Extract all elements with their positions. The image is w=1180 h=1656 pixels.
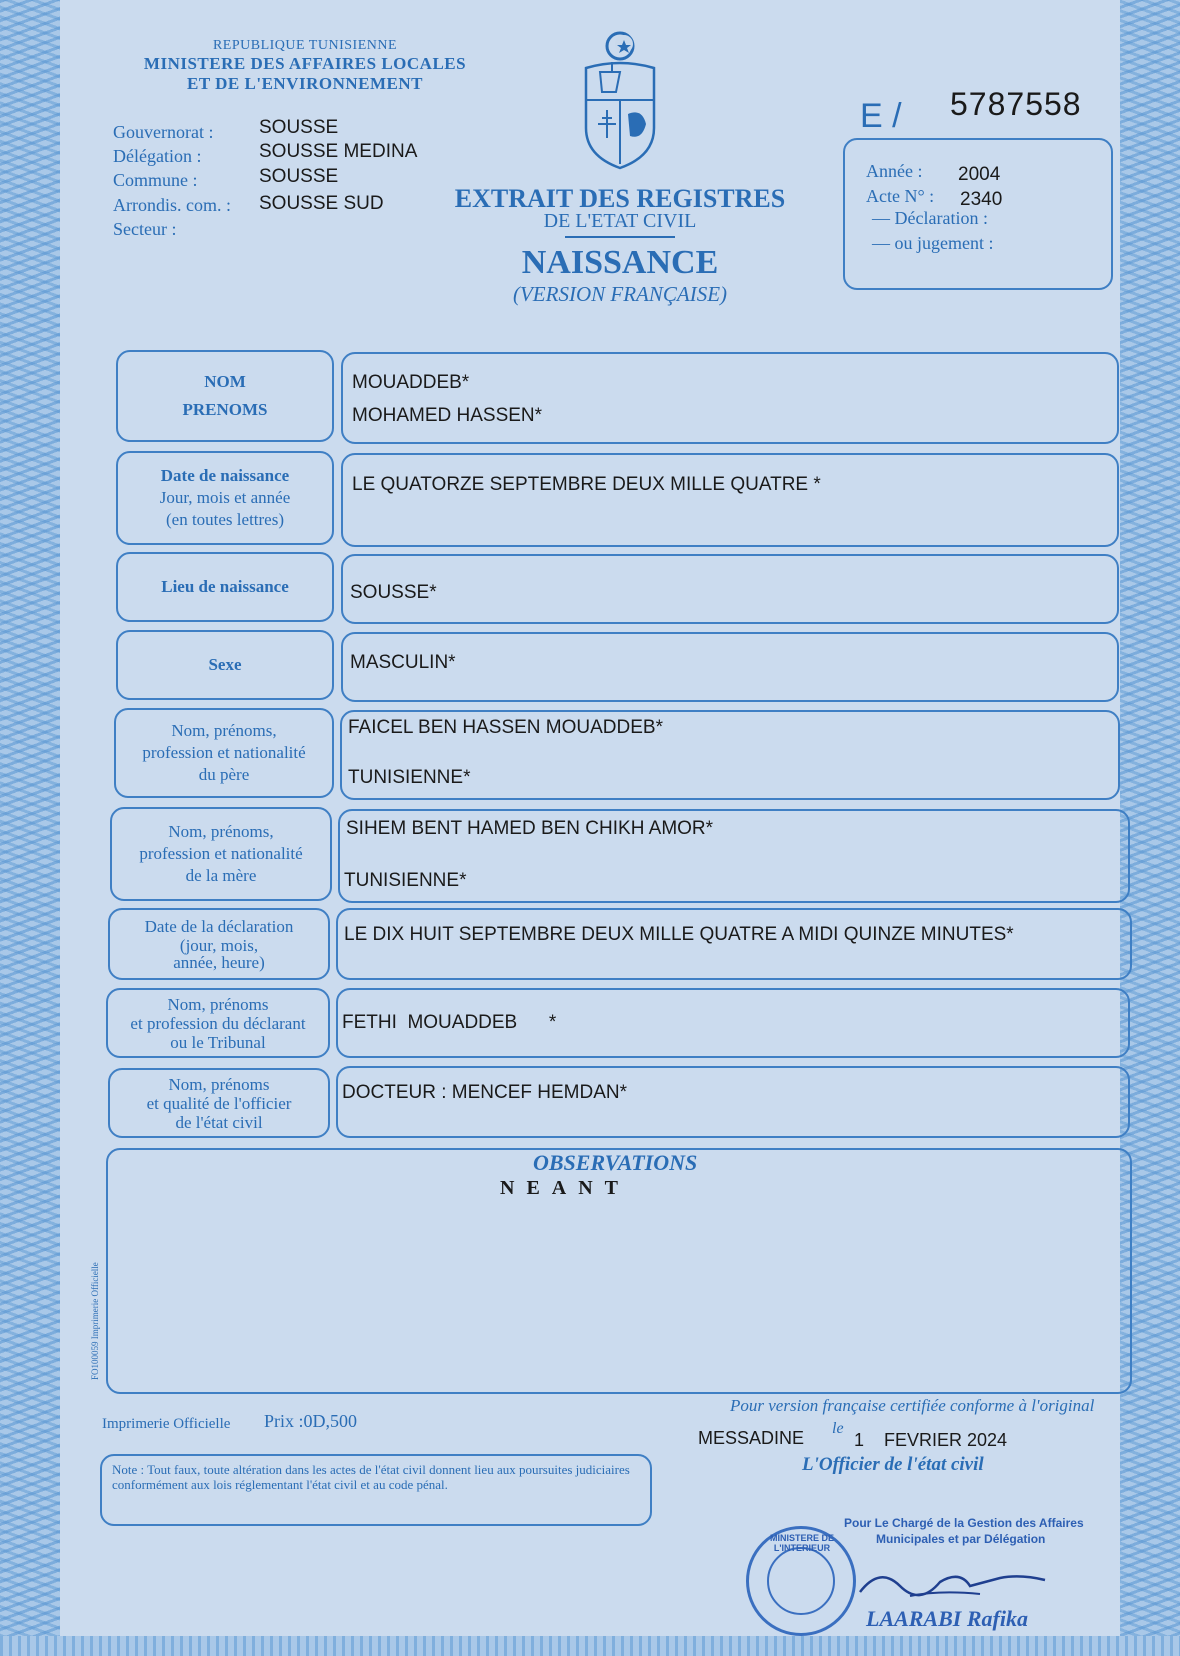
label-line: NOM — [204, 372, 246, 391]
annee-label: Année : — [866, 161, 923, 181]
row-label-sexe — [116, 630, 334, 700]
label-line: profession et nationalité — [139, 844, 303, 863]
commune-value: SOUSSE — [259, 166, 339, 187]
label-line: de l'état civil — [175, 1112, 263, 1132]
mere-nationalite-value: TUNISIENNE* — [344, 870, 467, 891]
officier-value: DOCTEUR : MENCEF HEMDAN* — [342, 1082, 628, 1103]
annee-value: 2004 — [958, 164, 1001, 185]
republic-line: REPUBLIQUE TUNISIENNE — [212, 38, 398, 53]
issue-date: 1 FEVRIER 2024 — [854, 1430, 1008, 1450]
label-line: PRENOMS — [182, 400, 268, 419]
label-line: Date de la déclaration — [144, 917, 294, 936]
label-line: (jour, mois, — [179, 936, 259, 955]
label-line: du père — [198, 765, 250, 784]
jugement-label: — ou jugement : — [872, 233, 994, 253]
commune-label: Commune : — [113, 170, 198, 190]
title-naissance: NAISSANCE — [521, 244, 719, 281]
label-line: Nom, prénoms, — [168, 822, 274, 841]
imprimerie-label: Imprimerie Officielle — [102, 1416, 231, 1432]
serial-prefix: E / — [860, 97, 902, 135]
row-label-lieu-naissance — [116, 552, 334, 622]
declarant-value: FETHI MOUADDEB * — [342, 1012, 557, 1033]
acte-number-value: 2340 — [960, 189, 1003, 210]
label-line: Date de naissance — [160, 466, 290, 485]
sexe-value: MASCULIN* — [350, 652, 456, 673]
label-line: ou le Tribunal — [170, 1032, 266, 1052]
row-value-box-lieu — [341, 554, 1119, 624]
certification-text: Pour version française certifiée conforme à l'original — [730, 1396, 1095, 1415]
arrondis-value: SOUSSE SUD — [259, 193, 384, 214]
row-label-mere — [110, 807, 332, 901]
row-label-pere — [114, 708, 334, 798]
bottom-guilloche-border — [0, 1636, 1180, 1656]
row-value-box-nom — [341, 352, 1119, 444]
delegation-label: Délégation : — [113, 146, 202, 166]
label-line: et qualité de l'officier — [146, 1093, 292, 1113]
title-version: (VERSION FRANÇAISE) — [512, 282, 728, 306]
date-naissance-value: LE QUATORZE SEPTEMBRE DEUX MILLE QUATRE * — [352, 474, 821, 495]
observations-value: NEANT — [500, 1177, 631, 1199]
title-etat-civil: DE L'ETAT CIVIL — [543, 210, 697, 232]
serial-number: 5787558 — [950, 86, 1082, 122]
row-value-box-sexe — [341, 632, 1119, 702]
nom-value: MOUADDEB* — [352, 372, 470, 393]
delegation-value: SOUSSE MEDINA — [259, 141, 418, 162]
label-line: Nom, prénoms, — [171, 721, 277, 740]
arrondis-label: Arrondis. com. : — [113, 195, 231, 215]
label-line: Sexe — [208, 655, 242, 674]
label-line: de la mère — [185, 866, 257, 885]
row-label-nom-prenoms — [116, 350, 334, 442]
handwritten-signature — [850, 1556, 1050, 1606]
document-title — [420, 184, 820, 307]
date-declaration-value: LE DIX HUIT SEPTEMBRE DEUX MILLE QUATRE A MIDI QUINZE MINUTES* — [344, 924, 1014, 945]
prix-label: Prix :0D,500 — [264, 1411, 358, 1431]
ministry-header — [110, 38, 500, 94]
stamp-inner-ring — [767, 1547, 835, 1615]
issue-place: MESSADINE — [698, 1428, 805, 1448]
official-stamp — [746, 1526, 856, 1636]
stamp-ring-text: MINISTERE DE L'INTERIEUR — [769, 1533, 834, 1553]
row-label-date-naissance — [116, 451, 334, 545]
row-label-date-declaration — [108, 908, 330, 980]
officer-title: L'Officier de l'état civil — [802, 1454, 984, 1475]
issue-le: le — [832, 1420, 844, 1437]
label-line: (en toutes lettres) — [165, 510, 284, 529]
gouvernorat-value: SOUSSE — [259, 117, 339, 138]
row-label-officier — [108, 1068, 330, 1138]
row-value-box-date-naissance — [341, 453, 1119, 547]
legal-note-box — [100, 1454, 652, 1526]
ministry-line-2: ET DE L'ENVIRONNEMENT — [187, 74, 423, 93]
ministry-line-1: MINISTERE DES AFFAIRES LOCALES — [143, 54, 467, 73]
label-line: Lieu de naissance — [161, 577, 289, 596]
gouvernorat-label: Gouvernorat : — [113, 122, 214, 142]
legal-note: Note : Tout faux, toute altération dans les actes de l'état civil donnent lieu aux poursuites judiciaires conformément aux lois réglementant l'état civil et au code pénal. — [112, 1462, 630, 1492]
declaration-label: — Déclaration : — [872, 208, 988, 228]
label-line: profession et nationalité — [142, 743, 306, 762]
stamp-line-2: Municipales et par Délégation — [876, 1532, 1046, 1546]
coat-of-arms-emblem — [572, 28, 668, 174]
title-extrait: EXTRAIT DES REGISTRES — [454, 184, 786, 213]
title-divider — [565, 236, 675, 238]
label-line: et profession du déclarant — [130, 1013, 306, 1033]
pere-nationalite-value: TUNISIENNE* — [348, 767, 471, 788]
observations-title: OBSERVATIONS — [533, 1150, 698, 1175]
side-print-code: FO100059 Imprimerie Officielle — [90, 1262, 100, 1380]
mere-nom-value: SIHEM BENT HAMED BEN CHIKH AMOR* — [346, 818, 714, 839]
label-line: Nom, prénoms — [167, 994, 269, 1014]
label-line: Jour, mois et année — [159, 488, 291, 507]
acte-number-label: Acte N° : — [866, 186, 935, 206]
lieu-naissance-value: SOUSSE* — [350, 582, 437, 603]
stamp-line-1: Pour Le Chargé de la Gestion des Affaires — [844, 1516, 1084, 1530]
label-line: année, heure) — [173, 953, 265, 972]
signatory-name: LAARABI Rafika — [866, 1606, 1028, 1631]
pere-nom-value: FAICEL BEN HASSEN MOUADDEB* — [348, 717, 663, 738]
label-line: Nom, prénoms — [168, 1074, 270, 1094]
secteur-label: Secteur : — [113, 219, 177, 239]
prenoms-value: MOHAMED HASSEN* — [352, 405, 543, 426]
row-label-declarant — [106, 988, 330, 1058]
